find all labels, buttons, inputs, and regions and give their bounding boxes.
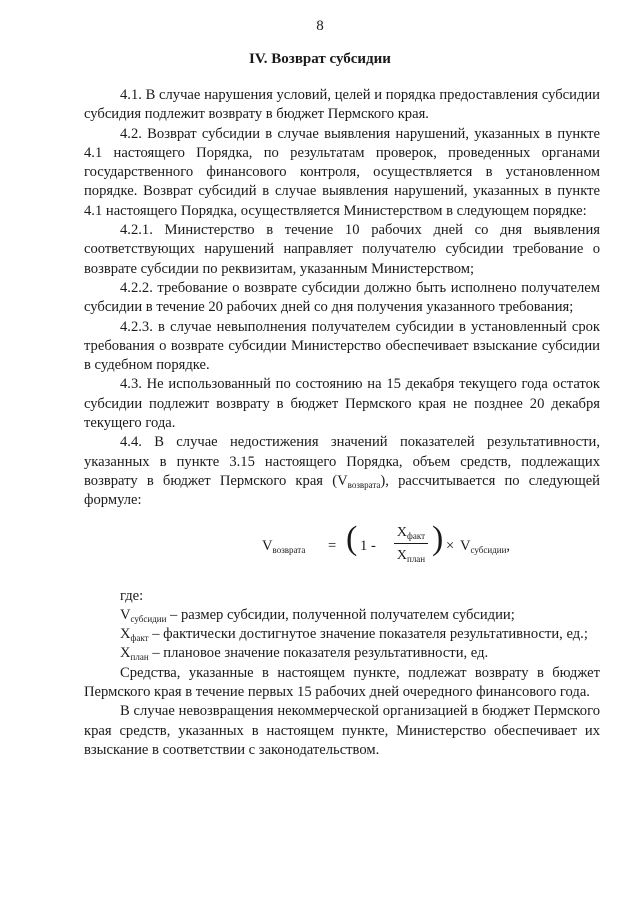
formula-open-paren: ( [346, 519, 358, 557]
formula [84, 515, 600, 587]
formula-times: × [446, 537, 455, 554]
paragraph-4-2-2: 4.2.2. требование о возврате субсидии должно быть исполнено получателем субсидии в течение 20 рабочих дней со дня получения указанного требования; [84, 279, 600, 316]
paragraph-4-1: 4.1. В случае нарушения условий, целей и порядка предоставления субсидии субсидия подлежит возврату в бюджет Пермского края. [84, 87, 600, 123]
definition-v-subsidy: $V_{субсидии}$ – размер субсидии, полученной получателем субсидии; [120, 606, 515, 624]
paragraph-4-3: 4.3. Не использованный по состоянию на 15 декабря текущего года остаток субсидии подлежит возврату в бюджет Пермского края не позднее 20 декабря текущего года. [84, 376, 600, 432]
paragraph-4-4-text-a: 4.4. В случае недостижения значений показателей результативности, указанных в пункте 3.15 настоящего Порядка, объем средств, подлежащих возврату в бюджет Пермского края (V [84, 434, 600, 489]
paragraph-4-2: 4.2. Возврат субсидии в случае выявления нарушений, указанных в пункте 4.1 настоящего Порядка, по результатам проверок, проведенных органами государственного финансового контроля, осуществляется в установленном порядке. Возврат субсидий в случае выявления нарушений, указанных в пункте 4.1 настоящего Порядка, осуществляется Министерством в следующем порядке: [84, 125, 600, 219]
formula-lhs: $V_{возврата}$ [262, 537, 306, 555]
definition-x-fact: $X_{факт}$ – фактически достигнутое значение показателя результативности, ед.; [120, 626, 588, 644]
paragraph-4-2-3: 4.2.3. в случае невыполнения получателем субсидии в установленный срок требования о возврате субсидии Министерство обеспечивает взыскание субсидии в судебном порядке. [84, 318, 600, 374]
formula-equals: = [328, 537, 337, 554]
formula-one-minus: 1 - [360, 537, 376, 554]
definition-x-plan: $X_{план}$ – плановое значение показателя результативности, ед. [120, 645, 489, 663]
closing-paragraph-2: В случае невозвращения некоммерческой организацией в бюджет Пермского края средств, указанных в настоящем пункте, Министерство обеспечивает их взыскание в соответствии с законодательством. [84, 703, 600, 758]
definitions [84, 587, 600, 664]
formula-fraction [394, 523, 428, 566]
definitions-where: где: [120, 587, 144, 604]
section-heading: IV. Возврат субсидии [249, 51, 391, 67]
closing-paragraph-1: Средства, указанные в настоящем пункте, подлежат возврату в бюджет Пермского края в течение первых 15 рабочих дней очередного финансового года. [84, 664, 600, 701]
formula-numerator: $X_{факт}$ [396, 524, 426, 541]
document-body [84, 86, 600, 760]
paragraph-4-4-text-b: ), рассчитывается по следующей формуле: [84, 472, 600, 509]
paragraph-4-2-1: 4.2.1. Министерство в течение 10 рабочих дней со дня выявления соответствующих нарушений направляет получателю субсидии требование о возврате субсидии по реквизитам, указанным Министерством; [84, 222, 600, 277]
page-number: 8 [316, 18, 324, 34]
formula-denominator: $X_{план}$ [396, 547, 426, 564]
formula-fraction-bar [394, 543, 428, 544]
formula-close-paren: ) [432, 519, 444, 557]
paragraph-4-4-sub: возврата [347, 479, 381, 490]
paragraph-4-4 [84, 433, 600, 510]
formula-rhs: $V_{субсидии}$, [460, 537, 511, 555]
